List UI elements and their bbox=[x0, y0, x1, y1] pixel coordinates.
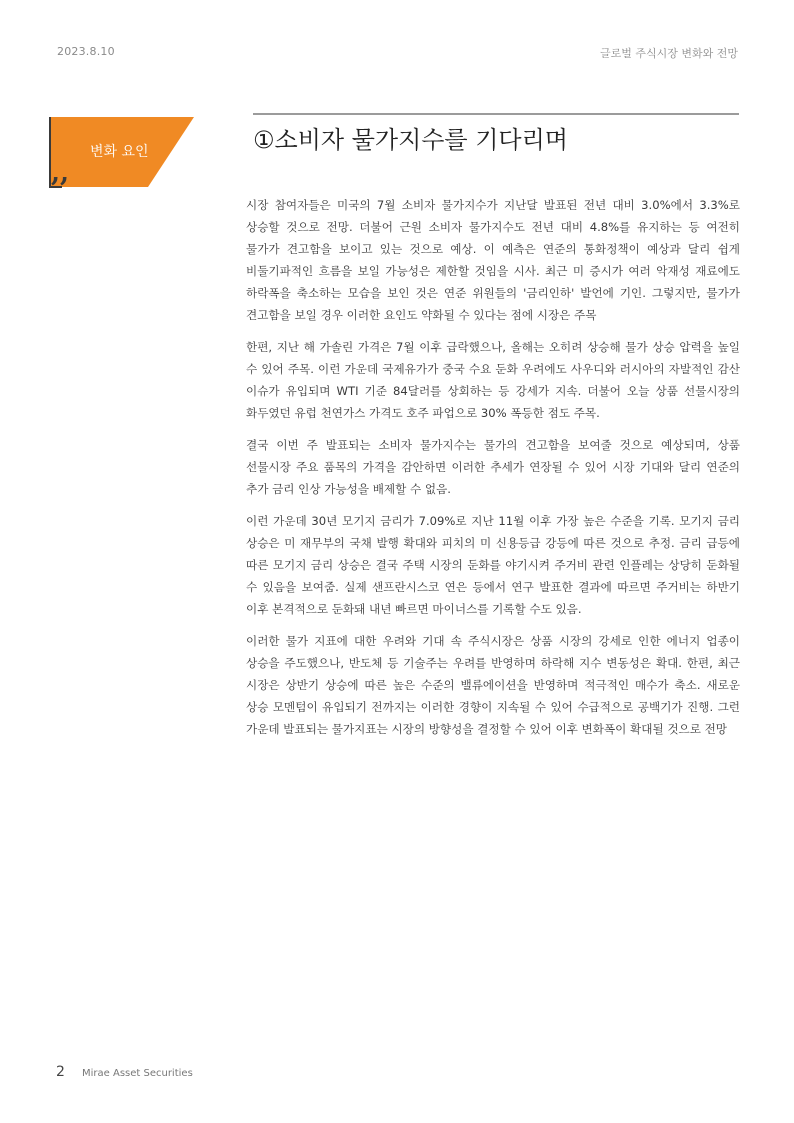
paragraph-2: 한편, 지난 해 가솔린 가격은 7월 이후 급락했으나, 올해는 오히려 상승해 물가 상승 압력을 높일 수 있어 주목. 이런 가운데 국제유가가 중국 수요 둔화 우려에도 사우디와 러시아의 자발적인 감산 이슈가 유입되며 WTI 기준 84달러를 상회하는 등 강세가 지속. 더불어 오늘 상품 선물시장의 화두였던 유럽 천연가스 가격도 호주 파업으로 30% 폭등한 점도 주목. bbox=[246, 340, 740, 420]
footer-brand: Mirae Asset Securities bbox=[82, 1068, 193, 1079]
page-number: 2 bbox=[56, 1064, 65, 1080]
svg-text:,,: ,, bbox=[51, 158, 70, 188]
paragraph-3: 결국 이번 주 발표되는 소비자 물가지수는 물가의 견고함을 보여줄 것으로 예상되며, 상품 선물시장 주요 품목의 가격을 감안하면 이러한 추세가 연장될 수 있어 시장 기대와 달리 연준의 추가 금리 인상 가능성을 배제할 수 없음. bbox=[246, 438, 740, 496]
header-report-title: 글로벌 주식시장 변화와 전망 bbox=[599, 47, 738, 60]
article-body bbox=[246, 194, 740, 750]
title-divider bbox=[253, 113, 739, 115]
section-title: ①소비자 물가지수를 기다리며 bbox=[253, 126, 568, 154]
section-badge bbox=[48, 115, 198, 190]
header-date: 2023.8.10 bbox=[57, 45, 115, 58]
paragraph-4: 이런 가운데 30년 모기지 금리가 7.09%로 지난 11월 이후 가장 높은 수준을 기록. 모기지 금리 상승은 미 재무부의 국채 발행 확대와 피치의 미 신용등급 강등에 따른 것으로 추정. 금리 급등에 따른 모기지 금리 상승은 결국 주택 시장의 둔화를 야기시켜 주거비 관련 인플레는 상당히 둔화될 수 있음을 보여줌. 실제 샌프란시스코 연은 등에서 연구 발표한 결과에 따르면 주거비는 하반기 이후 본격적으로 둔화돼 내년 빠르면 마이너스를 기록할 수도 있음. bbox=[246, 514, 740, 616]
paragraph-5: 이러한 물가 지표에 대한 우려와 기대 속 주식시장은 상품 시장의 강세로 인한 에너지 업종이 상승을 주도했으나, 반도체 등 기술주는 우려를 반영하며 하락해 지수 변동성은 확대. 한편, 최근 시장은 상반기 상승에 따른 높은 수준의 밸류에이션을 반영하며 적극적인 매수가 축소. 새로운 상승 모멘텀이 유입되기 전까지는 이러한 경향이 지속될 수 있어 수급적으로 공백기가 진행. 그런 가운데 발표되는 물가지표는 시장의 방향성을 결정할 수 있어 이후 변화폭이 확대될 것으로 전망 bbox=[246, 634, 740, 736]
badge-label: 변화 요인 bbox=[90, 144, 149, 160]
paragraph-1: 시장 참여자들은 미국의 7월 소비자 물가지수가 지난달 발표된 전년 대비 3.0%에서 3.3%로 상승할 것으로 전망. 더불어 근원 소비자 물가지수도 전년 대비 4.8%를 유지하는 등 여전히 물가가 견고함을 보이고 있는 것으로 예상. 이 예측은 연준의 통화정책이 예상과 달리 쉽게 비둘기파적인 흐름을 보일 가능성은 제한할 것임을 시사. 최근 미 증시가 여러 악재성 재료에도 하락폭을 축소하는 모습을 보인 것은 연준 위원들의 '금리인하' 발언에 기인. 그렇지만, 물가가 견고함을 보일 경우 이러한 요인도 약화될 수 있다는 점에 시장은 주목 bbox=[246, 198, 740, 322]
